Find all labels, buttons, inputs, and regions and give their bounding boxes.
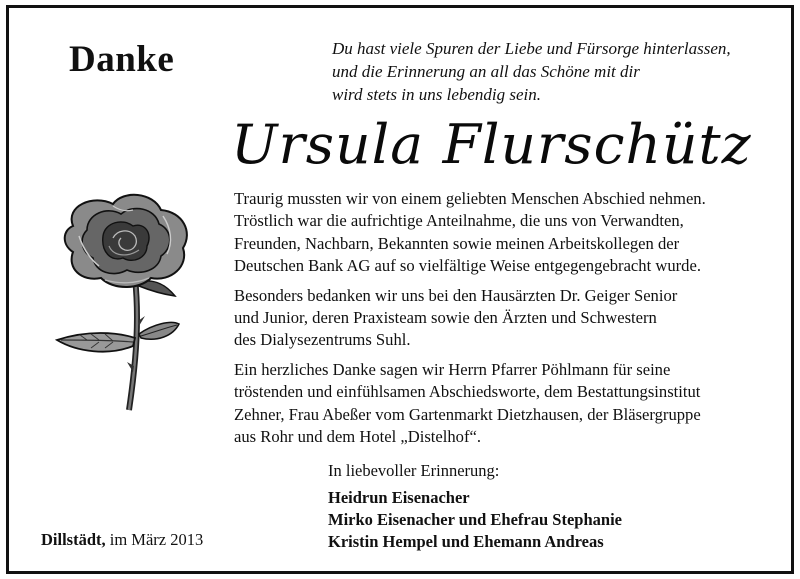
memory-label: In liebevoller Erinnerung: [328, 461, 500, 480]
signer: Mirko Eisenacher und Ehefrau Stephanie [328, 510, 622, 529]
paragraph [234, 359, 794, 449]
quote-line: und die Erinnerung an all das Schöne mit dir [332, 62, 640, 81]
thanks-text [234, 188, 794, 455]
quote-line: Du hast viele Spuren der Liebe und Fürsorge hinterlassen, [332, 39, 731, 58]
obituary-card [6, 5, 794, 574]
text-line: Deutschen Bank AG auf so vielfältige Weise entgegengebracht wurde. [234, 256, 701, 276]
text-line: aus Rohr und dem Hotel „Distelhof“. [234, 427, 482, 447]
text-line: und Junior, deren Praxisteam sowie den Ärzten und Schwestern [234, 308, 657, 328]
place-date [41, 530, 203, 550]
deceased-name: Ursula Flurschütz [231, 113, 752, 176]
text-line: des Dialysezentrums Suhl. [234, 330, 411, 350]
signer: Heidrun Eisenacher [328, 488, 470, 507]
text-line: Tröstlich war die aufrichtige Anteilnahme, die uns von Verwandten, [234, 211, 684, 231]
text-line: Besonders bedanken wir uns bei den Hausärzten Dr. Geiger Senior [234, 285, 678, 305]
place: Dillstädt, [41, 530, 106, 549]
rose-icon [43, 186, 193, 416]
text-line: Freunden, Nachbarn, Bekannten sowie meinen Arbeitskollegen der [234, 233, 680, 253]
paragraph [234, 285, 794, 352]
date: im März 2013 [109, 530, 204, 549]
text-line: tröstenden und einfühlsamen Abschiedsworte, dem Bestattungsinstitut [234, 382, 701, 402]
quote [332, 37, 731, 106]
signer: Kristin Hempel und Ehemann Andreas [328, 532, 604, 551]
signers [328, 487, 622, 553]
text-line: Traurig mussten wir von einem geliebten Menschen Abschied nehmen. [234, 189, 706, 208]
heading: Danke [69, 39, 175, 80]
quote-line: wird stets in uns lebendig sein. [332, 85, 542, 104]
text-line: Ein herzliches Danke sagen wir Herrn Pfarrer Pöhlmann für seine [234, 359, 671, 379]
text-line: Zehner, Frau Abeßer vom Gartenmarkt Dietzhausen, der Bläsergruppe [234, 404, 701, 424]
paragraph [234, 188, 794, 278]
